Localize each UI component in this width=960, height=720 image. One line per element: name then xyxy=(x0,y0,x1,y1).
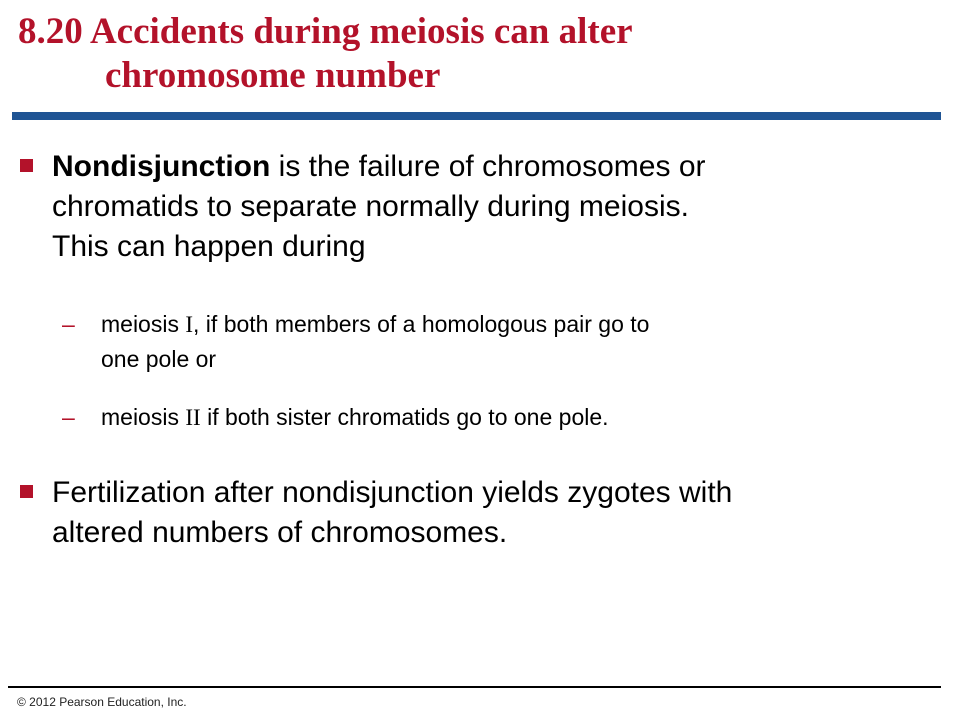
sub-rest: , if both members of a homologous pair go to xyxy=(193,311,650,337)
dash-bullet-icon: – xyxy=(62,311,75,337)
title-divider xyxy=(12,112,941,120)
bold-term: Nondisjunction xyxy=(52,150,271,183)
square-bullet-icon xyxy=(20,159,33,172)
sub-prefix: meiosis xyxy=(101,404,186,430)
bullet-line-3: This can happen during xyxy=(52,230,366,263)
copyright-footer: © 2012 Pearson Education, Inc. xyxy=(17,695,187,709)
roman-numeral: II xyxy=(185,405,201,430)
sub-bullet-text xyxy=(101,400,881,435)
roman-numeral: I xyxy=(185,312,194,337)
sub-bullet-text xyxy=(101,307,881,376)
bullet-text xyxy=(52,147,882,267)
title-line-1: 8.20 Accidents during meiosis can alter xyxy=(18,11,633,52)
sub-prefix: meiosis xyxy=(101,311,186,337)
bullet-line-1-rest: is the failure of chromosomes or xyxy=(270,150,706,183)
footer-divider xyxy=(8,686,941,688)
slide-title xyxy=(18,10,918,98)
title-line-2: chromosome number xyxy=(105,55,441,96)
square-bullet-icon xyxy=(20,485,33,498)
bullet-line-1: Fertilization after nondisjunction yields zygotes with xyxy=(52,476,733,509)
bullet-line-2: altered numbers of chromosomes. xyxy=(52,516,508,549)
bullet-line-2: chromatids to separate normally during meiosis. xyxy=(52,190,689,223)
bullet-text xyxy=(52,473,882,553)
dash-bullet-icon: – xyxy=(62,404,75,430)
sub-line-2: one pole or xyxy=(101,346,217,372)
sub-rest: if both sister chromatids go to one pole. xyxy=(200,404,609,430)
